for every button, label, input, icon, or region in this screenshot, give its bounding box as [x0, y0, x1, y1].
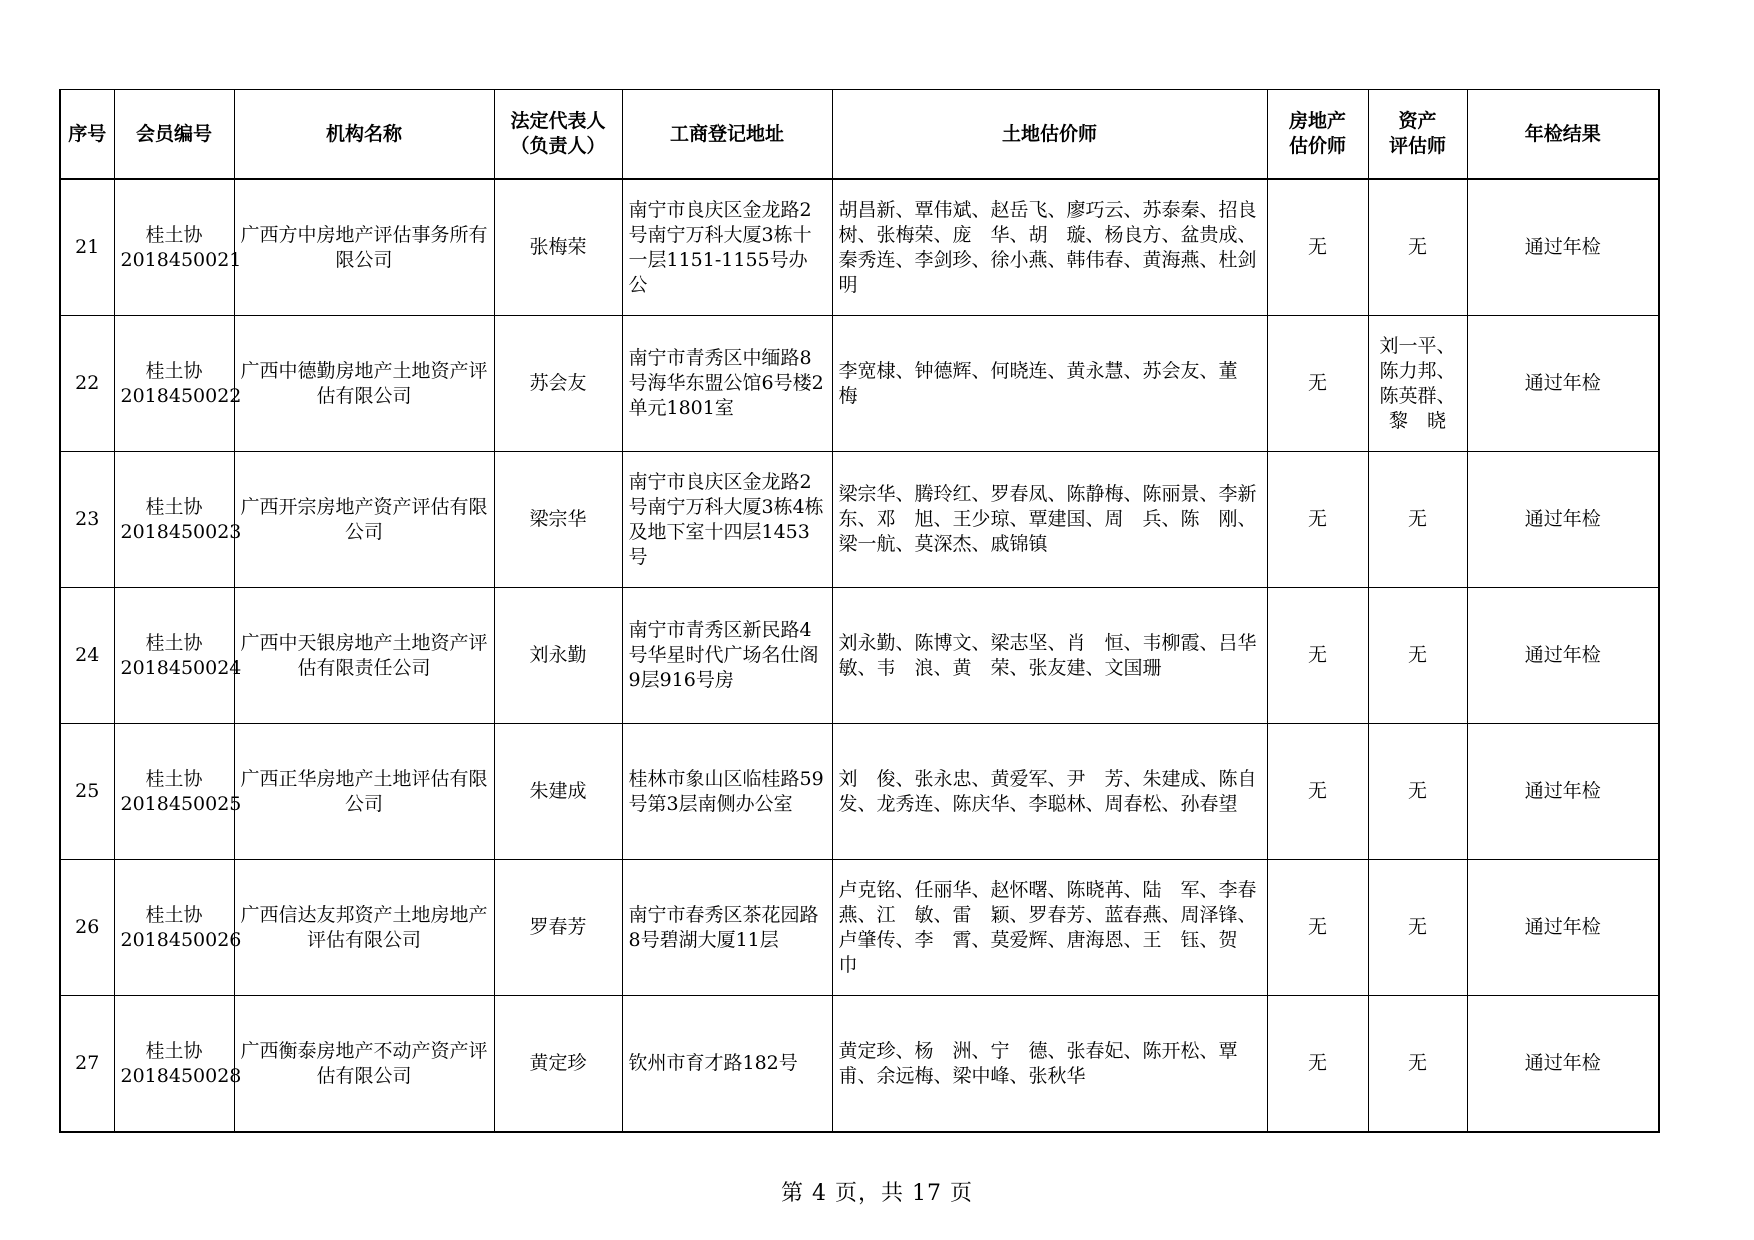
header-asset-line2: 评估师 [1388, 135, 1446, 157]
cell-legal-rep: 黄定珍 [494, 996, 622, 1133]
cell-member-no [114, 179, 242, 316]
roster-table [59, 89, 1660, 1133]
asset-appraiser-line: 无 [1407, 236, 1427, 258]
cell-address: 钦州市育才路182号 [622, 996, 832, 1133]
member-prefix: 桂土协 [145, 495, 203, 518]
asset-appraiser-line: 黎 晓 [1388, 409, 1446, 432]
cell-asset-appraisers [1368, 179, 1467, 316]
header-result: 年检结果 [1467, 90, 1659, 180]
cell-land-appraisers: 梁宗华、腾玲红、罗春凤、陈静梅、陈丽景、李新东、邓 旭、王少琼、覃建国、周 兵、陈 刚、梁一航、莫深杰、戚锦镇 [832, 452, 1267, 588]
cell-member-no [114, 724, 242, 860]
cell-member-no [114, 996, 242, 1133]
cell-land-appraisers: 胡昌新、覃伟斌、赵岳飞、廖巧云、苏泰秦、招良树、张梅荣、庞 华、胡 璇、杨良方、盆贵成、秦秀连、李剑珍、徐小燕、韩伟春、黄海燕、杜剑明 [832, 179, 1267, 316]
cell-land-appraisers: 卢克铭、任丽华、赵怀曙、陈晓苒、陆 军、李春燕、江 敏、雷 颖、罗春芳、蓝春燕、周泽锋、卢肇传、李 霄、莫爱辉、唐海恩、王 钰、贺 巾 [832, 860, 1267, 996]
cell-result: 通过年检 [1467, 452, 1659, 588]
member-number: 2018450026 [120, 928, 242, 951]
cell-realestate-appraisers: 无 [1267, 588, 1368, 724]
header-seq: 序号 [60, 90, 114, 180]
table-row [60, 996, 1659, 1133]
header-address: 工商登记地址 [622, 90, 832, 180]
cell-legal-rep: 朱建成 [494, 724, 622, 860]
cell-legal-rep: 梁宗华 [494, 452, 622, 588]
member-number: 2018450024 [120, 656, 242, 679]
cell-realestate-appraisers: 无 [1267, 179, 1368, 316]
table-row [60, 724, 1659, 860]
cell-realestate-appraisers: 无 [1267, 724, 1368, 860]
cell-asset-appraisers [1368, 588, 1467, 724]
cell-legal-rep: 苏会友 [494, 316, 622, 452]
member-prefix: 桂土协 [145, 1039, 203, 1062]
asset-appraiser-line: 刘一平、 [1379, 334, 1456, 357]
member-prefix: 桂土协 [145, 631, 203, 654]
cell-result: 通过年检 [1467, 179, 1659, 316]
page-footer: 第 4 页，共 17 页 [781, 1181, 973, 1206]
member-number: 2018450021 [120, 248, 242, 271]
member-prefix: 桂土协 [145, 903, 203, 926]
cell-org-name: 广西中天银房地产土地资产评估有限责任公司 [234, 588, 494, 724]
asset-appraiser-line: 无 [1407, 916, 1427, 938]
asset-appraiser-line: 无 [1407, 644, 1427, 666]
table-row [60, 179, 1659, 316]
member-number: 2018450022 [120, 384, 242, 407]
cell-realestate-appraisers: 无 [1267, 316, 1368, 452]
asset-appraiser-line: 无 [1407, 508, 1427, 530]
table-row [60, 316, 1659, 452]
cell-land-appraisers: 刘永勤、陈博文、梁志坚、肖 恒、韦柳霞、吕华敏、韦 浪、黄 荣、张友建、文国珊 [832, 588, 1267, 724]
header-asset-line1: 资产 [1398, 110, 1437, 132]
cell-land-appraisers: 刘 俊、张永忠、黄爱军、尹 芳、朱建成、陈自发、龙秀连、陈庆华、李聪林、周春松、孙春望 [832, 724, 1267, 860]
header-row [60, 90, 1659, 180]
cell-land-appraisers: 李宽棣、钟德辉、何晓连、黄永慧、苏会友、董 梅 [832, 316, 1267, 452]
cell-realestate-appraisers: 无 [1267, 860, 1368, 996]
header-realestate-appraisers [1267, 90, 1368, 180]
cell-address: 南宁市青秀区新民路4号华星时代广场名仕阁9层916号房 [622, 588, 832, 724]
cell-seq: 26 [60, 860, 114, 996]
member-prefix: 桂土协 [145, 767, 203, 790]
cell-asset-appraisers [1368, 860, 1467, 996]
cell-result: 通过年检 [1467, 996, 1659, 1133]
header-legal-rep-line1: 法定代表人 [510, 110, 606, 132]
cell-realestate-appraisers: 无 [1267, 996, 1368, 1133]
asset-appraiser-line: 陈英群、 [1379, 384, 1456, 407]
cell-seq: 22 [60, 316, 114, 452]
cell-asset-appraisers [1368, 996, 1467, 1133]
cell-land-appraisers: 黄定珍、杨 洲、宁 德、张春妃、陈开松、覃 甫、余远梅、梁中峰、张秋华 [832, 996, 1267, 1133]
cell-result: 通过年检 [1467, 588, 1659, 724]
member-number: 2018450028 [120, 1064, 242, 1087]
cell-seq: 21 [60, 179, 114, 316]
cell-asset-appraisers [1368, 452, 1467, 588]
header-legal-rep [494, 90, 622, 180]
cell-address: 桂林市象山区临桂路59号第3层南侧办公室 [622, 724, 832, 860]
header-org-name: 机构名称 [234, 90, 494, 180]
asset-appraiser-line: 无 [1407, 780, 1427, 802]
cell-realestate-appraisers: 无 [1267, 452, 1368, 588]
cell-legal-rep: 刘永勤 [494, 588, 622, 724]
header-member-no: 会员编号 [114, 90, 234, 180]
cell-seq: 25 [60, 724, 114, 860]
cell-seq: 27 [60, 996, 114, 1133]
member-prefix: 桂土协 [145, 359, 203, 382]
cell-seq: 24 [60, 588, 114, 724]
cell-seq: 23 [60, 452, 114, 588]
cell-org-name: 广西开宗房地产资产评估有限公司 [234, 452, 494, 588]
asset-appraiser-line: 陈力邦、 [1379, 359, 1456, 382]
cell-legal-rep: 张梅荣 [494, 179, 622, 316]
cell-result: 通过年检 [1467, 724, 1659, 860]
cell-legal-rep: 罗春芳 [494, 860, 622, 996]
cell-org-name: 广西正华房地产土地评估有限公司 [234, 724, 494, 860]
table-row [60, 860, 1659, 996]
cell-member-no [114, 860, 242, 996]
cell-member-no [114, 452, 242, 588]
asset-appraiser-line: 无 [1407, 1052, 1427, 1074]
member-number: 2018450023 [120, 520, 242, 543]
table-row [60, 588, 1659, 724]
header-asset-appraisers [1368, 90, 1467, 180]
cell-org-name: 广西中德勤房地产土地资产评估有限公司 [234, 316, 494, 452]
cell-address: 南宁市青秀区中缅路8号海华东盟公馆6号楼2单元1801室 [622, 316, 832, 452]
header-realestate-line1: 房地产 [1288, 110, 1346, 132]
header-land-appraisers: 土地估价师 [832, 90, 1267, 180]
cell-result: 通过年检 [1467, 860, 1659, 996]
header-legal-rep-line2: （负责人） [510, 135, 606, 157]
cell-org-name: 广西衡泰房地产不动产资产评估有限公司 [234, 996, 494, 1133]
cell-asset-appraisers [1368, 316, 1467, 452]
cell-address: 南宁市良庆区金龙路2号南宁万科大厦3栋十一层1151-1155号办公 [622, 179, 832, 316]
cell-address: 南宁市春秀区茶花园路8号碧湖大厦11层 [622, 860, 832, 996]
cell-org-name: 广西方中房地产评估事务所有限公司 [234, 179, 494, 316]
member-prefix: 桂土协 [145, 223, 203, 246]
roster-body [60, 179, 1659, 1132]
cell-member-no [114, 588, 242, 724]
member-number: 2018450025 [120, 792, 242, 815]
header-realestate-line2: 估价师 [1288, 135, 1346, 157]
cell-address: 南宁市良庆区金龙路2号南宁万科大厦3栋4栋及地下室十四层1453号 [622, 452, 832, 588]
cell-asset-appraisers [1368, 724, 1467, 860]
table-row [60, 452, 1659, 588]
cell-result: 通过年检 [1467, 316, 1659, 452]
cell-member-no [114, 316, 242, 452]
cell-org-name: 广西信达友邦资产土地房地产评估有限公司 [234, 860, 494, 996]
